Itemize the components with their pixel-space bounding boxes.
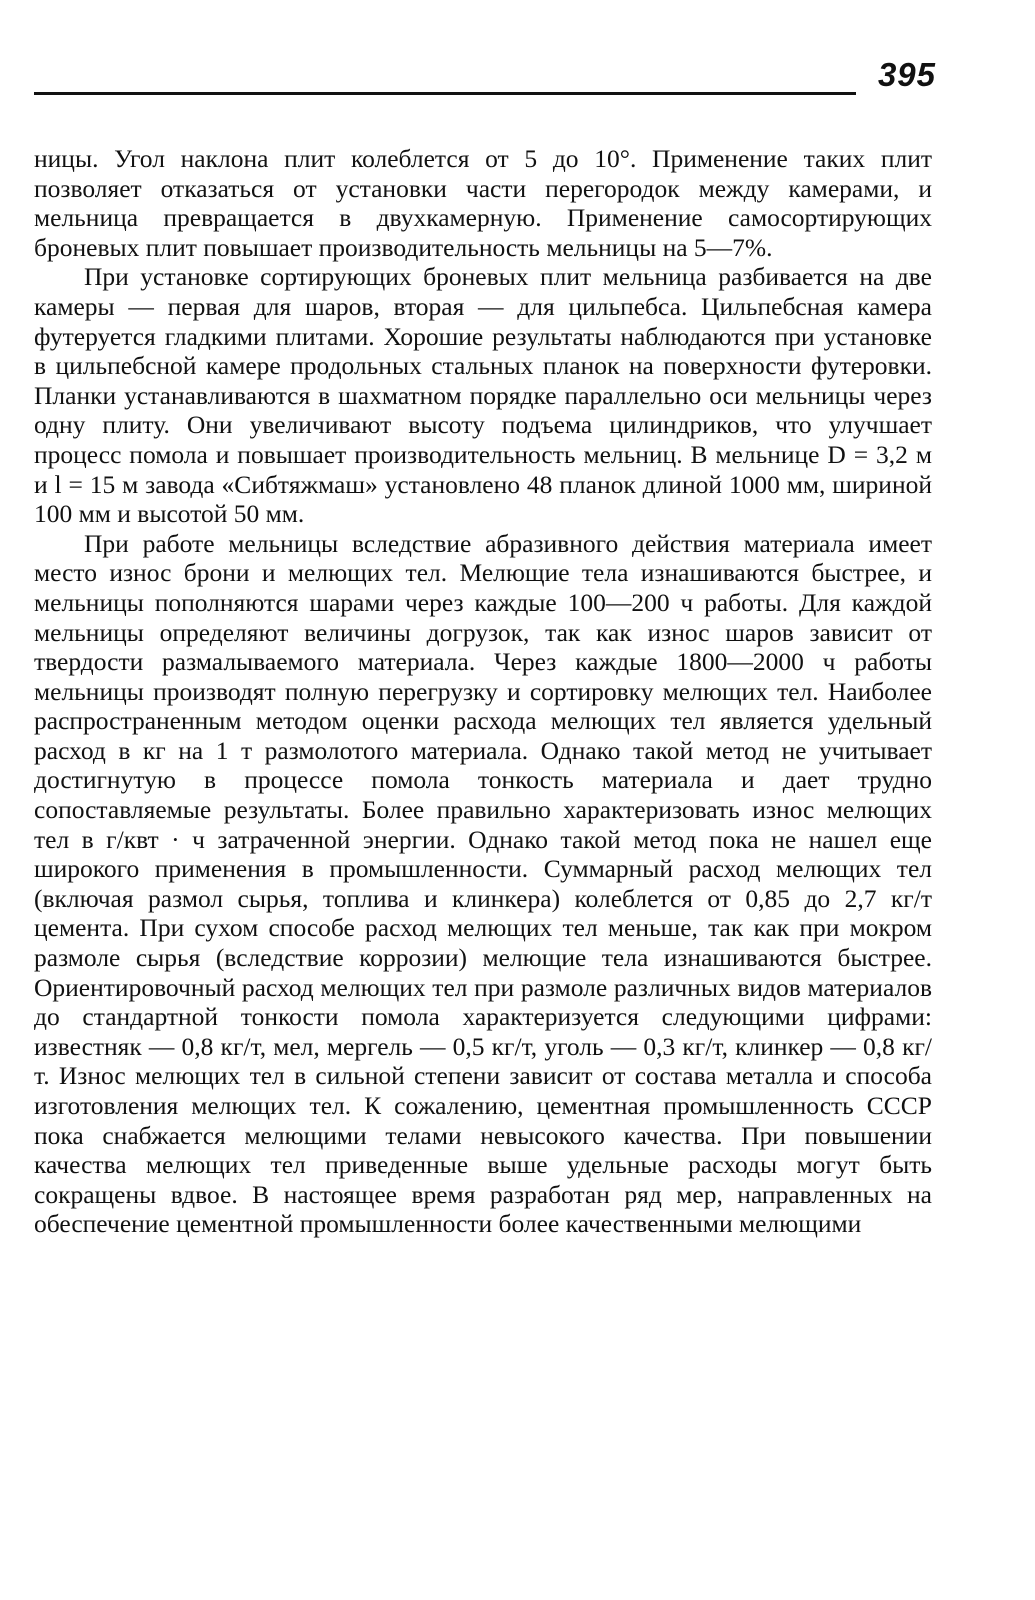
- header-rule: [34, 92, 856, 95]
- page-number: 395: [877, 56, 936, 93]
- paragraph-armor-plates: При установке сортирующих броневых плит мельница разбивается на две камеры — первая для шаров, вторая — для цильпебса. Цильпебсная камера футеруется гладкими плитами. Хорошие результаты наблюдаются при установке в цильпебсной камере продольных стальных планок на поверхности футеровки. Планки устанавливаются в шахматном порядке параллельно оси мельницы через одну плиту. Они увеличивают высоту подъема цилиндриков, что улучшает процесс помола и повышает производительность мельниц. В мельнице D = 3,2 м и l = 15 м завода «Сибтяжмаш» установлено 48 планок длиной 1000 мм, шириной 100 мм и высотой 50 мм.: [34, 262, 932, 529]
- paragraph-continuation: ницы. Угол наклона плит колеблется от 5 до 10°. Применение таких плит позволяет отказаться от установки части перегородок между камерами, и мельница превращается в двухкамерную. Применение самосортирующих броневых плит повышает производительность мельницы на 5—7%.: [34, 144, 932, 262]
- paragraph-grinding-media-wear: При работе мельницы вследствие абразивного действия материала имеет место износ брони и мелющих тел. Мелющие тела изнашиваются быстрее, и мельницы пополняются шарами через каждые 100—200 ч работы. Для каждой мельницы определяют величины догрузок, так как износ шаров зависит от твердости размалываемого материала. Через каждые 1800—2000 ч работы мельницы производят полную перегрузку и сортировку мелющих тел. Наиболее распространенным методом оценки расхода мелющих тел является удельный расход в кг на 1 т размолотого материала. Однако такой метод не учитывает достигнутую в процессе помола тонкость материала и дает трудно сопоставляемые результаты. Более правильно характеризовать износ мелющих тел в г/квт · ч затраченной энергии. Однако такой метод пока не нашел еще широкого применения в промышленности. Суммарный расход мелющих тел (включая размол сырья, топлива и клинкера) колеблется от 0,85 до 2,7 кг/т цемента. При сухом способе расход мелющих тел меньше, так как при мокром размоле сырья (вследствие коррозии) мелющие тела изнашиваются быстрее. Ориентировочный расход мелющих тел при размоле различных видов материалов до стандартной тонкости помола характеризуется следующими цифрами: известняк — 0,8 кг/т, мел, мергель — 0,5 кг/т, уголь — 0,3 кг/т, клинкер — 0,8 кг/т. Износ мелющих тел в сильной степени зависит от состава металла и способа изготовления мелющих тел. К сожалению, цементная промышленность СССР пока снабжается мелющими телами невысокого качества. При повышении качества мелющих тел приведенные выше удельные расходы могут быть сокращены вдвое. В настоящее время разработан ряд мер, направленных на обеспечение цементной промышленности более качественными мелющими: [34, 528, 932, 1239]
- body-text: [34, 144, 932, 1239]
- page-header: [34, 52, 936, 98]
- book-page: [34, 52, 936, 1239]
